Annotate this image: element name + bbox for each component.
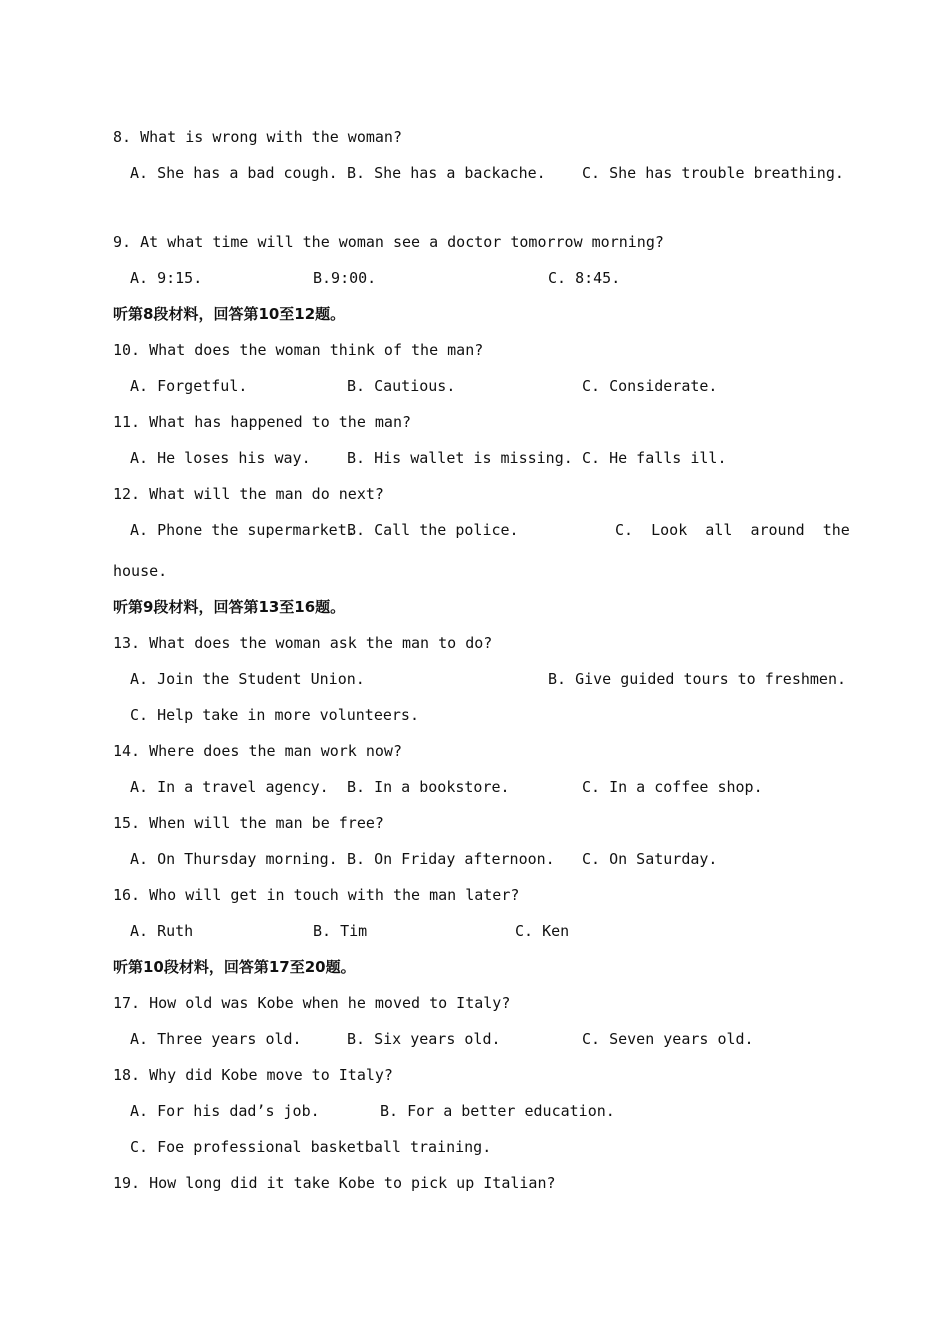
- q8-option-c: C. She has trouble breathing.: [582, 164, 844, 182]
- q17-option-c: C. Seven years old.: [582, 1030, 754, 1048]
- q16-option-a: A. Ruth: [130, 922, 194, 940]
- q17-option-b: B. Six years old.: [347, 1030, 501, 1048]
- question-10: 10. What does the woman think of the man?: [113, 341, 484, 359]
- section-heading-10: 听第10段材料，回答第17至20题。: [113, 958, 356, 976]
- q15-option-a: A. On Thursday morning.: [130, 850, 338, 868]
- question-17: 17. How old was Kobe when he moved to Italy?: [113, 994, 511, 1012]
- q9-option-b: B.9:00.: [313, 269, 377, 287]
- q15-option-b: B. On Friday afternoon.: [347, 850, 555, 868]
- q11-option-b: B. His wallet is missing.: [347, 449, 573, 467]
- q12-option-b: B. Call the police.: [347, 521, 519, 539]
- q12-option-c-continued: house.: [113, 562, 168, 580]
- q17-option-a: A. Three years old.: [130, 1030, 302, 1048]
- q11-option-a: A. He loses his way.: [130, 449, 311, 467]
- q8-option-a: A. She has a bad cough.: [130, 164, 338, 182]
- q8-option-b: B. She has a backache.: [347, 164, 546, 182]
- q9-option-c: C. 8:45.: [548, 269, 621, 287]
- q16-option-c: C. Ken: [515, 922, 570, 940]
- question-19: 19. How long did it take Kobe to pick up Italian?: [113, 1174, 556, 1192]
- question-16: 16. Who will get in touch with the man later?: [113, 886, 520, 904]
- q11-option-c: C. He falls ill.: [582, 449, 727, 467]
- question-8: 8. What is wrong with the woman?: [113, 128, 402, 146]
- q10-option-a: A. Forgetful.: [130, 377, 248, 395]
- section-heading-8: 听第8段材料，回答第10至12题。: [113, 305, 346, 323]
- section-heading-9: 听第9段材料，回答第13至16题。: [113, 598, 346, 616]
- question-11: 11. What has happened to the man?: [113, 413, 412, 431]
- q18-option-b: B. For a better education.: [380, 1102, 615, 1120]
- q10-option-c: C. Considerate.: [582, 377, 718, 395]
- q16-option-b: B. Tim: [313, 922, 368, 940]
- q13-option-a: A. Join the Student Union.: [130, 670, 365, 688]
- q13-option-c: C. Help take in more volunteers.: [130, 706, 419, 724]
- question-15: 15. When will the man be free?: [113, 814, 384, 832]
- question-12: 12. What will the man do next?: [113, 485, 384, 503]
- question-9: 9. At what time will the woman see a doctor tomorrow morning?: [113, 233, 664, 251]
- q14-option-b: B. In a bookstore.: [347, 778, 510, 796]
- q9-option-a: A. 9:15.: [130, 269, 203, 287]
- q10-option-b: B. Cautious.: [347, 377, 456, 395]
- q12-option-c: C. Look all around the: [615, 521, 850, 539]
- q14-option-a: A. In a travel agency.: [130, 778, 329, 796]
- q15-option-c: C. On Saturday.: [582, 850, 718, 868]
- q13-option-b: B. Give guided tours to freshmen.: [548, 670, 847, 688]
- q14-option-c: C. In a coffee shop.: [582, 778, 763, 796]
- question-13: 13. What does the woman ask the man to do?: [113, 634, 493, 652]
- question-18: 18. Why did Kobe move to Italy?: [113, 1066, 393, 1084]
- q12-option-a: A. Phone the supermarket.: [130, 521, 356, 539]
- q18-option-a: A. For his dad’s job.: [130, 1102, 320, 1120]
- question-14: 14. Where does the man work now?: [113, 742, 402, 760]
- q18-option-c: C. Foe professional basketball training.: [130, 1138, 492, 1156]
